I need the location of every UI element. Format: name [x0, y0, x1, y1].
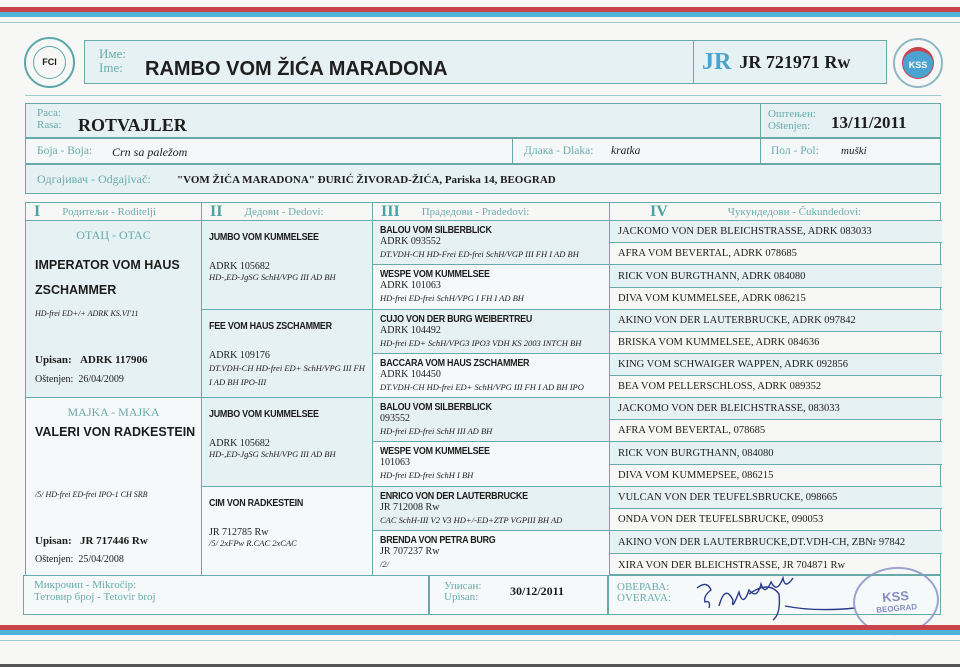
ggp-titles: DT.VDH-CH HD-Frei ED-frei SchH/VGP III FH I AD BH	[380, 249, 579, 259]
column-great-great-grandparents	[610, 203, 942, 574]
ggp-titles: CAC SchH-III V2 V3 HD+/-ED+ZTP VGPIII BH AD	[380, 515, 563, 525]
column-label: Прадедови - Pradedovi:	[421, 205, 530, 218]
grandparent-titles: HD-,ED-JgSG SchH/VPG III AD BH	[209, 272, 336, 282]
breed-label-lat: Rasa:	[37, 119, 62, 131]
reg-number: JR 721971 Rw	[739, 51, 851, 72]
grandparent-name: FEE VOM HAUS ZSCHAMMER	[209, 320, 332, 332]
column-label: Родитељи - Roditelji	[62, 205, 156, 218]
sire-role: ОТАЦ - OTAC	[76, 228, 151, 242]
grandparent-titles: DT.VDH-CH HD-frei ED+ SchH/VPG III FH I AD BH IPO-III	[209, 363, 365, 387]
ggp-titles: /2/	[380, 559, 389, 569]
grandparent-cell	[202, 398, 372, 487]
stamp-city: BEOGRAD	[875, 602, 918, 615]
grandparent-cell	[202, 310, 372, 398]
whelped-label: Oštenjen:	[35, 554, 74, 565]
ggp-name: BACCARA VOM HAUS ZSCHAMMER	[380, 357, 530, 369]
gggp-item: BRISKA VOM KUMMELSEE, ADRK 084636	[610, 332, 942, 354]
great-grandparent-cell	[373, 531, 609, 576]
gggp-item: DIVA VOM KUMMELSEE, ADRK 086215	[610, 288, 942, 310]
gggp-item: JACKOMO VON DER BLEICHSTRASSE, 083033	[610, 398, 942, 420]
registered-label-lat: Upisan:	[444, 591, 479, 603]
divider	[0, 640, 960, 641]
grandparent-titles: /5/ 2xFPw R.CAC 2xCAC	[209, 538, 297, 548]
sire-registration	[35, 354, 147, 366]
great-grandparent-cell	[373, 398, 609, 442]
fci-logo	[24, 37, 75, 88]
reg-value: JR 717446 Rw	[79, 535, 148, 547]
registered-date: 30/12/2011	[510, 584, 565, 598]
ggp-reg: JR 707237 Rw	[380, 546, 440, 557]
breed-row	[25, 103, 941, 138]
gggp-item: ONDA VON DER TEUFELSBRUCKE, 090053	[610, 509, 942, 531]
ggp-titles: HD-frei ED-frei SchH I BH	[380, 470, 474, 480]
dam-titles: /5/ HD-frei ED-frei IPO-1 CH SRB	[35, 490, 148, 499]
ggp-reg: ADRK 104450	[380, 369, 441, 380]
great-grandparent-cell	[373, 265, 609, 310]
signature	[689, 576, 859, 621]
ggp-name: BALOU VOM SILBERBLICK	[380, 401, 492, 413]
sex-value: muški	[841, 145, 867, 157]
ggp-name: CUJO VON DER BURG WEIBERTREU	[380, 313, 533, 325]
gggp-item: RICK VON BURGTHANN, 084080	[610, 442, 942, 465]
divider	[25, 95, 941, 96]
great-grandparent-cell	[373, 354, 609, 398]
gggp-item: XIRA VON DER BLEICHSTRASSE, JR 704871 Rw	[618, 559, 846, 571]
kss-logo-text: KSS	[902, 47, 934, 79]
ggp-titles: HD-frei ED-frei SchH III AD BH	[380, 426, 493, 436]
whelped-date: 13/11/2011	[831, 113, 907, 132]
gggp-item: AFRA VOM BEVERTAL, 078685	[610, 420, 942, 442]
whelped-label-cyr: Оштењен:	[768, 108, 816, 120]
grandparent-name: JUMBO VOM KUMMELSEE	[209, 231, 319, 243]
dam-name: VALERI VON RADKESTEIN	[35, 425, 196, 439]
gggp-item: AKINO VON DER LAUTERBRUCKE,DT.VDH-CH, ZBNr 97842	[610, 531, 942, 554]
ggp-reg: JR 712008 Rw	[380, 502, 440, 513]
breeder-value: "VOM ŽIĆA MARADONA" ĐURIĆ ŽIVORAD-ŽIĆA, Pariska 14, BEOGRAD	[177, 174, 556, 186]
ggp-reg: 101063	[380, 457, 410, 468]
dam-whelped	[35, 554, 124, 565]
ggp-name: ENRICO VON DER LAUTERBRUCKE	[380, 490, 528, 502]
grandparent-titles: HD-,ED-JgSG SchH/VPG III AD BH	[209, 449, 336, 459]
roman-numeral: IV	[650, 202, 668, 220]
sire-cell	[26, 221, 201, 398]
ggp-titles: DT.VDH-CH HD-frei ED+ SchH/VPG III FH I AD BH IPO	[380, 382, 584, 392]
roman-numeral: I	[34, 202, 41, 220]
breed-label-cyr: Раса:	[37, 107, 61, 119]
ggp-name: WESPE VOM KUMMELSEE	[380, 268, 490, 280]
grandparent-reg: JR 712785 Rw	[209, 527, 269, 538]
grandparent-reg: ADRK 109176	[209, 350, 270, 361]
bottom-stripe	[0, 625, 960, 635]
registered-box	[429, 575, 608, 615]
color-value: Crn sa paležom	[112, 145, 188, 159]
color-label: Боја - Boja:	[37, 145, 93, 157]
certified-label-lat: OVERAVA:	[617, 592, 671, 604]
divider	[760, 139, 761, 163]
breed-value: ROTVAJLER	[78, 115, 187, 135]
whelped-value: 25/04/2008	[78, 554, 124, 565]
gggp-item: JACKOMO VON DER BLEICHSTRASSE, ADRK 083033	[610, 221, 942, 243]
gggp-item: RICK VON BURGTHANN, ADRK 084080	[610, 265, 942, 288]
grandparent-cell	[202, 221, 372, 310]
registered-label-cyr: Уписан:	[444, 580, 482, 592]
microchip-label: Микрочип - Mikročip:	[34, 579, 137, 591]
gggp-item: DIVA VOM KUMMEPSEE, 086215	[610, 465, 942, 487]
reg-prefix: JR	[702, 48, 732, 75]
registration-box	[693, 40, 887, 84]
name-label-cyr: Име:	[99, 46, 126, 61]
column-label: Чукундедови - Čukundedovi:	[727, 205, 862, 218]
sire-whelped	[35, 374, 124, 385]
kss-logo	[893, 38, 943, 88]
grandparent-reg: ADRK 105682	[209, 438, 270, 449]
tattoo-label: Тетовир број - Tetovir broj	[34, 591, 156, 603]
divider	[760, 104, 761, 137]
dam-role: MAJKA - MAJKA	[67, 405, 160, 419]
sire-titles: HD-frei ED+/+ ADRK KS.VI'11	[35, 309, 139, 318]
top-stripe	[0, 7, 960, 17]
column-grandparents	[202, 203, 372, 574]
gggp-item: VULCAN VON DER TEUFELSBRUCKE, 098665	[610, 487, 942, 509]
ggp-titles: HD-frei ED-frei SchH/VPG I FH I AD BH	[380, 293, 524, 303]
divider	[0, 22, 960, 23]
sire-name: IMPERATOR VOM HAUS ZSCHAMMER	[35, 258, 180, 297]
great-grandparent-cell	[373, 487, 609, 531]
column-parents	[26, 203, 201, 574]
sex-label: Пол - Pol:	[771, 145, 819, 157]
name-box	[84, 40, 694, 84]
ggp-name: BRENDA VON PETRA BURG	[380, 534, 496, 546]
column-great-grandparents	[373, 203, 609, 574]
reg-label: Upisan:	[35, 535, 72, 547]
great-grandparent-cell	[373, 310, 609, 354]
grandparent-cell	[202, 487, 372, 576]
ggp-reg: ADRK 093552	[380, 236, 441, 247]
ggp-titles: HD-frei ED+ SchH/VPG3 IPO3 VDH KS 2003 INTCH BH	[380, 338, 582, 348]
divider	[512, 139, 513, 163]
great-grandparent-cell	[373, 221, 609, 265]
microchip-box	[23, 575, 429, 615]
coat-value: kratka	[611, 145, 641, 157]
reg-label: Upisan:	[35, 354, 72, 366]
gggp-item: BEA VOM PELLERSCHLOSS, ADRK 089352	[610, 376, 942, 398]
gggp-item: KING VOM SCHWAIGER WAPPEN, ADRK 092856	[610, 354, 942, 376]
ggp-reg: 093552	[380, 413, 410, 424]
column-header-great-great-grandparents	[610, 203, 942, 221]
column-label: Дедови - Dedovi:	[244, 205, 324, 218]
whelped-label: Oštenjen:	[35, 374, 74, 385]
whelped-value: 26/04/2009	[78, 374, 124, 385]
color-row	[25, 138, 941, 164]
name-label-lat: Ime:	[99, 60, 123, 75]
breeder-row	[25, 164, 941, 194]
reg-value: ADRK 117906	[79, 354, 148, 366]
roman-numeral: II	[210, 202, 223, 220]
ggp-reg: ADRK 101063	[380, 280, 441, 291]
ggp-reg: ADRK 104492	[380, 325, 441, 336]
dam-registration	[35, 535, 148, 547]
column-header-great-grandparents	[373, 203, 609, 221]
grandparent-reg: ADRK 105682	[209, 261, 270, 272]
ggp-name: BALOU VOM SILBERBLICK	[380, 224, 492, 236]
pedigree-table	[25, 202, 941, 575]
grandparent-name: JUMBO VOM KUMMELSEE	[209, 408, 319, 420]
great-grandparent-cell	[373, 442, 609, 487]
grandparent-name: CIM VON RADKESTEIN	[209, 497, 304, 509]
coat-label: Длака - Dlaka:	[524, 145, 594, 157]
roman-numeral: III	[381, 202, 400, 220]
gggp-item: AKINO VON DER LAUTERBRUCKE, ADRK 097842	[610, 310, 942, 332]
breeder-label: Одгајивач - Odgajivač:	[37, 172, 151, 186]
column-header-parents	[26, 203, 201, 221]
dam-cell	[26, 398, 201, 576]
column-header-grandparents	[202, 203, 372, 221]
stamp-text: KSS	[881, 587, 910, 606]
fci-logo-text: FCI	[33, 46, 66, 79]
whelped-label-lat: Oštenjen:	[768, 120, 811, 132]
gggp-item: AFRA VOM BEVERTAL, ADRK 078685	[610, 243, 942, 265]
certified-label-cyr: ОВЕРАВА:	[617, 581, 670, 593]
dog-name: RAMBO VOM ŽIĆA MARADONA	[145, 58, 448, 80]
ggp-name: WESPE VOM KUMMELSEE	[380, 445, 490, 457]
